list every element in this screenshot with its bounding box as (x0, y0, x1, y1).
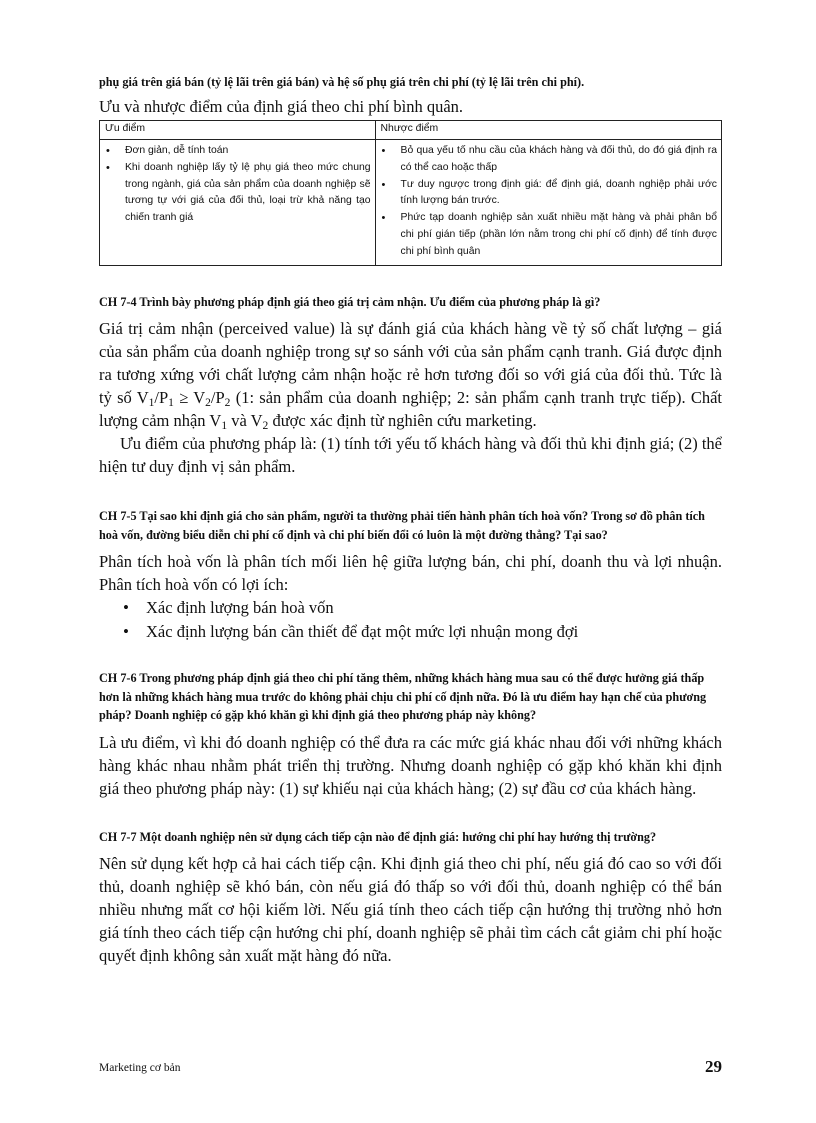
pros-cons-table (99, 120, 722, 266)
pros-item: • Khi doanh nghiệp lấy tỷ lệ phụ giá theo mức chung trong ngành, giá của sản phẩm của doanh nghiệp sẽ tương tự với giá của đối thủ, loại trừ khả năng tạo chiến tranh giá (104, 160, 371, 227)
answer-7-6-paragraph: Là ưu điểm, vì khi đó doanh nghiệp có thể đưa ra các mức giá khác nhau đối với những khách hàng khác nhau nhằm phát triển thị trường. Nhưng doanh nghiệp có gặp khó khăn khi định giá theo phương pháp này: (1) sự khiếu nại của khách hàng; (2) sự đầu cơ của khách hàng. (99, 732, 722, 798)
page-content (99, 74, 722, 967)
question-7-4: CH 7-4 Trình bày phương pháp định giá theo giá trị cảm nhận. Ưu điểm của phương pháp là gì? (99, 294, 601, 309)
cons-item: • Tư duy ngược trong định giá: để định giá, doanh nghiệp phải ước tính lượng bán trước. (380, 177, 717, 211)
pros-item: • Đơn giản, dễ tính toán (104, 143, 371, 160)
list-item: • Xác định lượng bán cần thiết để đạt một mức lợi nhuận mong đợi (99, 620, 722, 644)
answer-7-4-advantages: Ưu điểm của phương pháp là: (1) tính tới yếu tố khách hàng và đối thủ khi định giá; (2) thể hiện tư duy định vị sản phẩm. (99, 434, 722, 477)
cons-header: Nhược điểm (375, 121, 721, 140)
pros-header: Ưu điểm (100, 121, 376, 140)
question-7-6: CH 7-6 Trong phương pháp định giá theo chi phí tăng thêm, những khách hàng mua sau có thể được hưởng giá thấp hơn là những khách hàng mua trước do không phải chịu chi phí cố định nữa. Đó là ưu điểm hay hạn chế của phương pháp? Doanh nghiệp có gặp khó khăn gì khi định giá theo phương pháp này không? (99, 671, 707, 723)
continued-text: phụ giá trên giá bán (tỷ lệ lãi trên giá bán) và hệ số phụ giá trên chi phí (tỷ lệ lãi trên chi phí). (99, 75, 585, 89)
page-number: 29 (705, 1057, 722, 1076)
question-7-5: CH 7-5 Tại sao khi định giá cho sản phẩm, người ta thường phải tiến hành phân tích hoà vốn? Trong sơ đồ phân tích hoà vốn, đường biểu diễn chi phí cố định và chi phí biến đổi có luôn là một đường thẳng? Tại sao? (99, 509, 705, 542)
answer-7-7-paragraph: Nên sử dụng kết hợp cả hai cách tiếp cận. Khi định giá theo chi phí, nếu giá đó cao so với đối thủ, doanh nghiệp sẽ khó bán, còn nếu giá đó thấp so với đối thủ, doanh nghiệp có thể bán nhiều nhưng mất cơ hội kiếm lời. Nếu giá tính theo cách tiếp cận hướng thị trường nhỏ hơn giá tính theo cách tiếp cận hướng chi phí, doanh nghiệp sẽ phải tìm cách cắt giảm chi phí hoặc quyết định không sản xuất mặt hàng đó nữa. (99, 854, 722, 966)
table-title: Ưu và nhược điểm của định giá theo chi phí bình quân. (99, 97, 464, 116)
cons-cell (375, 140, 721, 266)
cons-item: • Bỏ qua yếu tố nhu cầu của khách hàng và đối thủ, do đó giá định ra có thể cao hoặc thấp (380, 143, 717, 177)
pros-cell (100, 140, 376, 266)
cons-item: • Phức tạp doanh nghiệp sản xuất nhiều mặt hàng và phải phân bổ chi phí gián tiếp (phần lớn nằm trong chi phí cố định) để tính được chi phí bình quân (380, 210, 717, 260)
answer-7-5-paragraph: Phân tích hoà vốn là phân tích mối liên hệ giữa lượng bán, chi phí, doanh thu và lợi nhuận. Phân tích hoà vốn có lợi ích: (99, 552, 722, 595)
question-7-7: CH 7-7 Một doanh nghiệp nên sử dụng cách tiếp cận nào để định giá: hướng chi phí hay hướng thị trường? (99, 829, 657, 844)
answer-7-4-paragraph: Giá trị cảm nhận (perceived value) là sự đánh giá của khách hàng về tỷ số chất lượng – giá của sản phẩm của doanh nghiệp trong sự so sánh với của sản phẩm cạnh tranh. Giá được định ra tương xứng với chất lượng cảm nhận hoặc rẻ hơn tương đối so với giá của đối thủ. Tức là tỷ số $V_1/P_1 \ge V_2/P_2$ (1: sản phẩm của doanh nghiệp; 2: sản phẩm cạnh tranh trực tiếp). Chất lượng cảm nhận $V_1$ và $V_2$ được xác định từ nghiên cứu marketing. (99, 319, 722, 432)
breakeven-benefits-list (99, 596, 722, 643)
book-title: Marketing cơ bản (99, 1062, 181, 1074)
list-item: • Xác định lượng bán hoà vốn (99, 596, 722, 620)
